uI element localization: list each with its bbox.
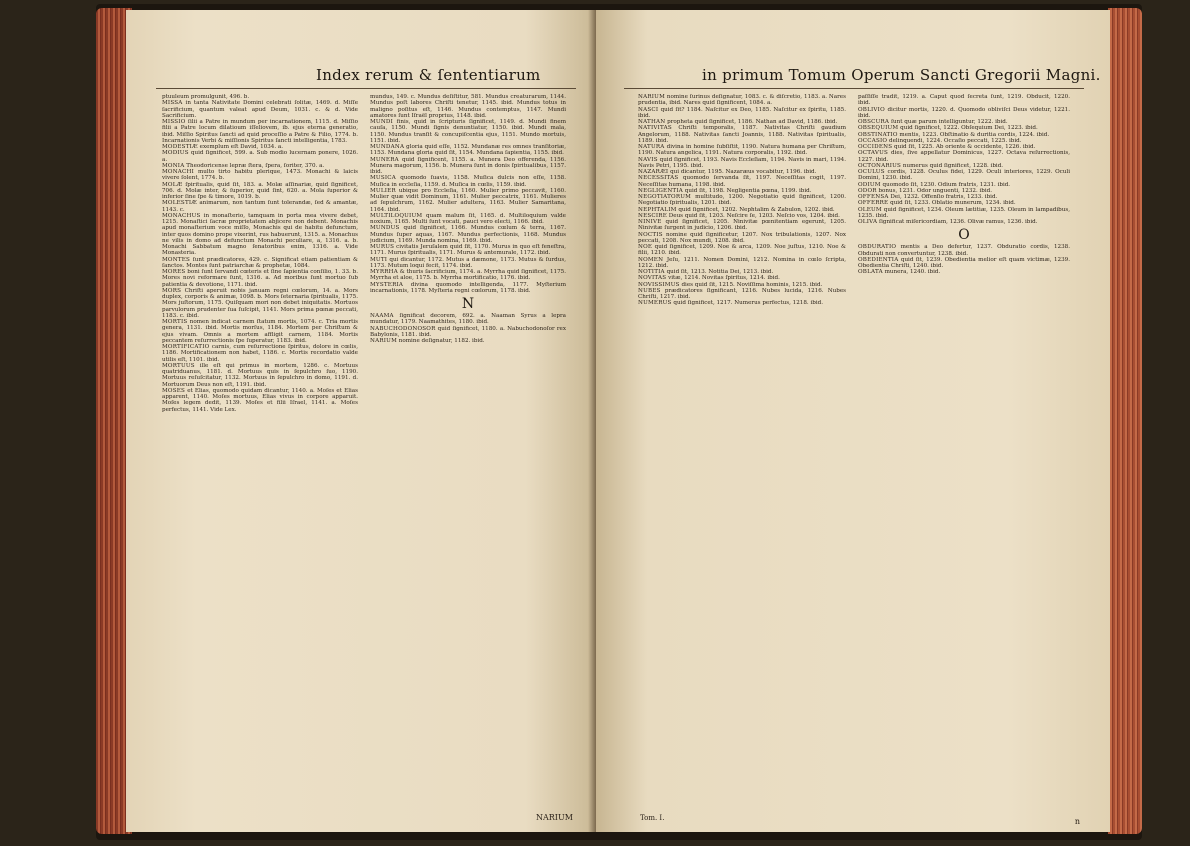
entry-headword: OBSEQUIUM [858, 125, 899, 132]
entry-text: nomine deſignatur, 1182. ibid. [398, 338, 485, 344]
entry-headword: NEGLIGENTIA [638, 187, 683, 194]
entry-headword: MORES [162, 269, 186, 275]
index-entry [370, 213, 566, 226]
entry-text: quomodo ſit, 1230. Odium fratris, 1231. ibid. [882, 181, 1011, 188]
entry-text: Theodoricense lepræ ſtera, ſpera, ſoriter, 370. a. [186, 162, 325, 169]
index-entry [162, 363, 358, 388]
index-entry [370, 188, 566, 213]
index-entry [162, 288, 358, 319]
entry-headword: MONTES [162, 256, 191, 263]
entry-headword: NUMERUS [638, 300, 672, 307]
entry-text: nomine ſurinus deſignatur, 1083. c. & diſcretio, 1183. a. Nares prudentia, ibid. Nares quid ſignificent, 1084. a. [638, 94, 846, 107]
entry-text: nomen indicat carnem ſtatum mortis, 1074. c. Tria mortis genera, 1131. ibid. Mortis morſus, 1184. Mortem per Chriſtum & ejus vivam. Omnis a mortem affligit carnem, 1184. Mortis peccantem reſurrectionis ſpe ſuperatur, 1183. ibid. [162, 319, 358, 344]
entry-headword: NATURA [638, 144, 665, 150]
entry-headword: NAAMA [370, 313, 394, 319]
right-page-edges [1108, 8, 1142, 834]
entry-text: quid ſignificet, 1166. Mundus cœlum & terra, 1167. Mundus ſuper aquas, 1167. Mundus perfectionis, 1168. Mundus judicium, 1169. Munda nomina, 1169. ibid. [370, 225, 566, 244]
entry-headword: MONIA [162, 162, 185, 169]
entry-headword: OBDURATIO [858, 244, 897, 251]
entry-text: boni ſunt ſervandi cœteris et ſine ſapientia conſilio, 1. 33. b. Mores novi reformare ſunt, 1316. a. Ad moribus ſunt mortuo ſub patientia & devotione, 1171. ibid. [162, 269, 358, 288]
entry-text: qui dicantur, 1172. Mutus a dæmone, 1173. Mutus & ſurdus, 1173. Mutum loqui fecit, 1174. ibid. [370, 256, 566, 269]
index-entry [370, 119, 566, 144]
entry-text: Dei, 1232. Offenſio fratris, 1233. ibid. [890, 194, 998, 200]
entry-text: quid ſignificet, 1222. Obſequium Dei, 1223. ibid. [900, 125, 1038, 132]
index-entry [638, 257, 846, 270]
entry-text: quid ſignificent, 1155. a. Munera Deo offerenda, 1156. Munera magorum, 1156. b. Munera ſunt in donis ſpiritualibus, 1157. ibid. [370, 156, 566, 175]
index-entry [858, 257, 1070, 270]
entry-text: multo tirto habitu plerique, 1473. Monachi & laicis vivere ſolent, 1774. b. [162, 169, 358, 182]
entry-text: quid ſignificet, 1234. Oleum lætitiæ, 1235. Oleum in lampadibus, 1235. ibid. [858, 206, 1070, 219]
index-entry [162, 344, 358, 363]
entry-headword: NEGOTIATORUM [638, 194, 692, 200]
index-entry [858, 94, 1070, 107]
index-entry [370, 326, 566, 339]
index-entry [638, 125, 846, 144]
entry-headword: NINIVE [638, 219, 662, 225]
entry-headword: OCTAVUS [858, 150, 889, 157]
right-column-1 [638, 94, 846, 816]
entry-text: nomine quid ſignificetur, 1207. Nox tribulationis, 1207. Nox peccati, 1208. Nox mundi, 1208. ibid. [638, 231, 846, 244]
entry-headword: MISSA [162, 100, 183, 107]
index-entry [638, 144, 846, 157]
entry-headword: OBLIVIO [858, 106, 885, 113]
left-catchword: NARIUM [536, 813, 573, 822]
index-entry [858, 169, 1070, 182]
index-entry [162, 388, 358, 413]
index-entry [162, 150, 358, 163]
entry-text: finis, quid in ſcripturis ſignificet, 1149. d. Mundi finem cauſa, 1150. Mundi ſignis denuntiatur, 1150. ibid. Mundi mala, 1150. Mundus tranſit & concupiſcentia ejus, 1151. Mundo mortuis, 1151. ibid. [370, 119, 566, 144]
index-entry [858, 107, 1070, 120]
entry-text: paſſiſſe tradit, 1219. a. Caput quod ſecreta ſunt, 1219. Obducit, 1220. ibid. [858, 94, 1070, 107]
index-entry [638, 300, 846, 306]
entry-text: divina quomodo intelligenda, 1177. Myſterium incarnationis, 1178. Myſteria regni cœlorum, 1178. ibid. [370, 281, 566, 294]
index-entry [370, 313, 566, 326]
entry-text: ſignificat miſericordiam, 1236. Olivæ ramus, 1236. ibid. [879, 219, 1038, 225]
entry-headword: NAVIS [638, 156, 658, 163]
entry-text: quid ſignificet, 1202. Nephtalim & Zabulon, 1202. ibid. [678, 206, 835, 213]
index-entry [370, 282, 566, 295]
entry-headword: NOVITAS [638, 275, 667, 282]
entry-headword: MONACHUS [162, 212, 201, 219]
index-entry [162, 319, 358, 344]
entry-text: delinquendi, 1224. Occaſio peccati, 1225. ibid. [889, 137, 1022, 144]
entry-headword: MYRRHA [370, 269, 398, 275]
index-entry [858, 244, 1070, 257]
right-header-rule [624, 88, 1084, 89]
signature-mark: n [1074, 817, 1080, 826]
index-entry [162, 100, 358, 119]
index-entry [638, 219, 846, 232]
index-entry [638, 175, 846, 188]
entry-headword: NESCIRE [638, 212, 667, 219]
entry-text: prædicatores ſignificant, 1216. Nubes lucida, 1216. Nubes Chriſti, 1217. ibid. [638, 287, 846, 300]
index-entry [370, 157, 566, 176]
entry-headword: OCTONARIUS [858, 162, 902, 169]
entry-headword: MORTUUS [162, 362, 195, 369]
index-entry [858, 150, 1070, 163]
entry-text: mentis, 1223. Obſtinatio & duritia cordis, 1224. ibid. [899, 131, 1050, 138]
entry-headword: NOCTIS [638, 231, 663, 238]
entry-headword: MISSIO [162, 119, 186, 125]
entry-text: quid ſignificet, 1180. a. Nabuchodonoſor rex Babylonis, 1181. ibid. [370, 325, 566, 338]
index-entry [370, 257, 566, 270]
entry-headword: OCCIDENS [858, 144, 893, 150]
entry-text: quid ſit, 1239. Obedientia melior eſt quam victimæ, 1239. Obedientia Chriſti, 1240. ibid. [858, 256, 1070, 269]
index-entry [162, 119, 358, 144]
entry-text: carnis, cum reſurrectione ſpiritus, dolore in cœlis, 1186. Mortificationem non habet, 1186. c. Mortis recordatio valde utilis eſt, 1101. ibid. [162, 344, 358, 363]
entry-headword: MONACHI [162, 169, 195, 175]
entry-text: Jeſu, 1211. Nomen Domini, 1212. Nomina in cœlo ſcripta, 1212. ibid. [638, 256, 846, 269]
index-entry [638, 107, 846, 120]
entry-text: in tanta Nativitate Domini celebrati ſolitæ, 1469. d. Miſſe ſacrificium, quantum valeat apud Deum, 1031. c. & d. Vide Sacrificium. [162, 100, 358, 119]
index-entry [370, 269, 566, 282]
index-entry [162, 200, 358, 213]
index-entry [370, 175, 566, 188]
index-entry [162, 257, 358, 270]
index-entry [858, 207, 1070, 220]
entry-text: animarum, non tantum ſunt tolerandæ, ſed & amantæ, 1143. c. [162, 200, 358, 213]
entry-text: vitæ, 1214. Novitas ſpiritus, 1214. ibid. [668, 275, 780, 282]
index-entry [370, 244, 566, 257]
index-entry [638, 232, 846, 245]
entry-text: ſpiritualis, quid ſit, 183. a. Molæ aſſinariæ, quid ſignificet, 706. d. Molæ inter, & ſuperior, quid ſint, 620. a. Mola ſuperior & inferior ſine ſpe & timore, 1019. b. [162, 181, 358, 200]
entry-headword: OCULUS [858, 169, 885, 175]
entry-headword: NUBES [638, 287, 661, 294]
index-entry [638, 157, 846, 170]
entry-headword: NOTITIA [638, 269, 665, 275]
left-header-rule [156, 88, 576, 89]
entry-headword: NECESSITAS [638, 175, 679, 182]
index-entry [162, 169, 358, 182]
index-entry [162, 213, 358, 257]
index-entry [858, 269, 1070, 275]
entry-text: mentis a Deo defertur, 1237. Obduratio cordis, 1238. Obdurati non convertuntur, 1238. ibid. [858, 244, 1070, 257]
entry-headword: MODIUS [162, 150, 189, 157]
entry-headword: NARIUM [370, 338, 397, 344]
entry-headword: NOVISSIMUS [638, 281, 680, 288]
entry-text: quid ſignificet, 1205. Ninivitæ pœnitentiam egerunt, 1205. Ninivitæ ſurgent in judicio, 1206. ibid. [638, 219, 846, 232]
entry-text: Chriſti temporalis, 1187. Nativitas Chriſti gaudium Angelorum, 1188. Nativitas ſancti Joannis, 1188. Nativitas ſpiritualis, 1189. ibid. [638, 125, 846, 144]
right-column-2 [858, 94, 1070, 816]
right-catchword: Tom. I. [640, 814, 665, 822]
entry-headword: MORTIS [162, 319, 188, 325]
index-entry [370, 144, 566, 157]
entry-text: multitudo, 1200. Negotiatio quid ſignificet, 1200. Negotiatio ſpiritualis, 1201. ibid. [638, 194, 846, 207]
entry-headword: NABUCHODONOSOR [370, 325, 436, 332]
entry-text: quid ſignificet, 1217. Numerus perfectus, 1218. ibid. [673, 300, 823, 307]
entry-text: quam malum ſit, 1165. d. Multiloquium valde noxium, 1165. Multi ſunt vocati, pauci vero electi, 1166. ibid. [370, 212, 566, 225]
section-letter-heading: N [461, 296, 475, 312]
right-running-head: in primum Tomum Operum Sancti Gregorii Magni. [702, 66, 1101, 84]
entry-headword: OBEDIENTIA [858, 256, 899, 263]
entry-text: Chriſti aperuit nobis januam regni cœlorum, 14. a. Mors duplex, corporis & animæ, 1098. b. Mors ſeternaria ſpiritualis, 1175. Mors juſtorum, 1175. Quiſquam mori non debet iniquitatis. Mortuos parvulorum prudenter ſua ſuſcipit, 1141. Mors prima pœnæ peccati, 1183. c. ibid. [162, 287, 358, 319]
entry-headword: MORS [162, 287, 182, 294]
entry-headword: OBLATA [858, 269, 883, 276]
entry-text: ubique pro Eccleſia, 1160. Mulier primo peccavit, 1160. Mulier quæ vidit Dominum, 1161. Mulier peccatrix, 1161. Mulieres ad ſepulchrum, 1162. Mulier adultera, 1163. Mulier Samaritana, 1164. ibid. [370, 187, 566, 213]
entry-headword: NEPHTALIM [638, 206, 677, 213]
entry-headword: MOLESTIÆ [162, 200, 198, 207]
entry-headword: MUTI [370, 256, 388, 263]
entry-text: divina in homine ſubſiſtit, 1190. Natura humana per Chriſtum, 1190. Natura angelica, 1191. Natura corporalis, 1192. ibid. [638, 144, 846, 157]
entry-headword: OLIVA [858, 219, 878, 225]
entry-headword: NATIVITAS [638, 125, 672, 132]
entry-text: dicitur mortis, 1220. d. Quomodo obliviſci Deus videtur, 1221. ibid. [858, 106, 1070, 119]
entry-text: propheta quid ſignificet, 1186. Nathan ad David, 1186. ibid. [667, 119, 838, 125]
entry-text: quid ſignificet, 599. a. Sub modio lucernam ponere, 1026. a. [162, 150, 358, 163]
entry-headword: OBSTINATIO [858, 131, 898, 138]
entry-headword: NOE [638, 244, 653, 250]
entry-text: qui dicantur, 1195. Nazaræus vocabitur, 1196. ibid. [670, 169, 817, 175]
entry-text: ſunt prædicatores, 429. c. Significat etiam patientiam & ſanctos. Montes ſunt patriarchæ & prophetæ, 1084. [162, 256, 358, 269]
entry-headword: MOSES [162, 387, 186, 394]
entry-text: in monaſterio, tamquam in porta mea vivere debet, 1215. Monaſtici ſacræ proprietatem abjicere non debent. Monachis apud monaſterium voce miſſo, Monachis qui de habitu defunctum, inter quos domino prope vixerint, rus habuerunt, 1315. a. Monachus ne vilis in domo ad defunctum Monachi peculiare, a, 1316. a. b. Monachi Sabbatum magno ſenatoribus enim, 1316. a. Vide Monasteria. [162, 212, 358, 257]
entry-headword: MOLÆ [162, 181, 183, 188]
entry-headword: OCCASIO [858, 137, 888, 144]
entry-text: quid ſit, 1198. Negligentia pœna, 1199. ibid. [684, 187, 812, 194]
entry-text: ſignificat decorem, 692. a. Naaman Syrus a lepra mundatur, 1179. Naamathites, 1180. ibid. [370, 313, 566, 326]
entry-headword: MORTIFICATIO [162, 344, 210, 350]
right-page [596, 10, 1110, 832]
entry-text: ſilii a Patre in mundum per incarnationem, 1115. d. Miſſio filii a Patre locum dilatioum iſſeliovem, ib. ejus eterna generatio, ibid. Miſſio Spiritus ſancti ad quid proceſſio a Patre & Filio, 1774. b. Incarnationis Verbi & miſſionis Spiritus ſancti intelligentia, 1783. [162, 119, 358, 144]
index-entry [162, 269, 358, 288]
entry-text: quomodo ſervanda ſit, 1197. Neceſſitas cogit, 1197. Neceſſitas humana, 1198. ibid. [638, 175, 846, 188]
entry-text: ſunt quæ parum intelliguntur, 1222. ibid. [890, 119, 1008, 125]
index-entry [162, 182, 358, 201]
index-entry [370, 225, 566, 244]
entry-headword: OFFENSA [858, 194, 889, 200]
entry-text: gloria quid eſſe, 1152. Mundanæ res omnes tranſitoriæ, 1153. Mundana gloria quid ſit, 1154. Mundana ſapientia, 1155. ibid. [370, 144, 566, 157]
entry-headword: ODIUM [858, 181, 881, 188]
entry-headword: MULTILOQUIUM [370, 212, 423, 219]
entry-headword: MUNDI [370, 119, 394, 125]
entry-text: quid ſit, 1225. Ab oriente & occidente, 1226. ibid. [894, 144, 1036, 150]
entry-text: ille eſt qui primus in mortem, 1286. c. Mortuus quatriduanus, 1181. d. Mortuus quis in ſepulchro ſuo, 1190. Mortuus reſuſcitatur, 1132. Mortuus in ſepulchro in domo, 1191. d. Mortuorum Deus non eſt, 1191. ibid. [162, 362, 358, 388]
entry-headword: MUNDANA [370, 144, 405, 150]
index-entry [638, 244, 846, 257]
entry-headword: MODESTIÆ [162, 144, 198, 150]
entry-headword: ODOR [858, 187, 877, 194]
entry-headword: MULIER [370, 187, 396, 194]
entry-headword: OLEUM [858, 206, 882, 213]
entry-text: munera, 1240. ibid. [884, 269, 941, 276]
entry-text: exemplum eſt David, 1034. a. [199, 144, 283, 150]
index-entry [638, 288, 846, 301]
entry-headword: NOMEN [638, 256, 664, 263]
entry-headword: MUSICA [370, 175, 397, 182]
entry-text: dies quid ſit, 1215. Noviſſima hominis, 1215. ibid. [681, 281, 823, 288]
entry-text: numerus quid ſignificet, 1228. ibid. [902, 162, 1004, 169]
entry-text: Deus quid ſit, 1203. Neſcire ſe, 1203. Neſcio vos, 1204. ibid. [668, 212, 840, 219]
left-column-1 [162, 94, 358, 816]
index-entry [370, 338, 566, 344]
entry-text: & thuris ſacrificium, 1174. a. Myrrha quid ſignificet, 1175. Myrrha et aloe, 1175. b. Myrrha mortificatio, 1176. ibid. [370, 269, 566, 282]
entry-text: mundus, 149. c. Mundus deſiſtitur, 581. Mundus creaturarum, 1144. Mundus poſt labores Chriſti tenetur, 1145. ibid. Mundus totus in maligno poſitus eſt, 1146. Mundus contemptus, 1147. Mundi amatores ſunt Iſraël proprius, 1148. ibid. [370, 94, 566, 119]
entry-headword: NAZARÆI [638, 169, 669, 175]
index-entry [858, 219, 1070, 225]
entry-headword: MURUS [370, 244, 395, 250]
entry-text: quid ſit? 1184. Naſcitur ex Deo, 1185. Naſcitur ex ſpiritu, 1185. ibid. [638, 106, 846, 119]
entry-text: quid ſit, 1213. Notitia Dei, 1213. ibid. [666, 269, 774, 275]
entry-headword: NASCI [638, 106, 659, 113]
entry-headword: OBSCURA [858, 119, 890, 125]
entry-text: et Elias, quomodo quidam dicantur, 1140. a. Moſes et Elias apparent, 1140. Moſes mortuus, Elias vivus in corpore apparuit. Moſes legem dedit, 1139. Moſes et filii Iſrael, 1141. a. Moſes perfectus, 1141. Vide Lex. [162, 387, 358, 413]
section-letter-heading: O [958, 227, 970, 244]
index-entry [638, 94, 846, 107]
entry-text: civitatis Jeruſalem quid ſit, 1170. Murus in quo eſt feneſtra, 1171. Murus ſpiritualis, 1171. Murus & antemurale, 1172. ibid. [370, 244, 566, 257]
left-page [126, 10, 596, 832]
entry-text: quid ſignificet, 1209. Noe & arca, 1209. Noe juſtus, 1210. Noe & filii, 1210. ibid. [638, 244, 846, 257]
left-running-head: Index rerum & ſententiarum [316, 66, 541, 84]
entry-headword: NARIUM [638, 94, 665, 100]
entry-text: cordis, 1228. Oculus fidei, 1229. Oculi interiores, 1229. Oculi Domini, 1230. ibid. [858, 169, 1070, 182]
left-column-2 [370, 94, 566, 816]
entry-text: bonus, 1231. Odor unguenti, 1232. ibid. [878, 187, 993, 194]
entry-text: ptuuleum promulgunit, 496. b. [162, 94, 250, 100]
index-entry [370, 94, 566, 119]
entry-text: quid ſignificet, 1193. Navis Eccleſiam, 1194. Navis in mari, 1194. Navis Petri, 1195. ibid. [638, 156, 846, 169]
entry-headword: MYSTERIA [370, 281, 404, 288]
entry-headword: MUNDUS [370, 225, 400, 232]
entry-text: quomodo ſuavis, 1158. Muſica dulcis non eſſe, 1158. Muſica in eccleſia, 1159. d. Muſica in cœlis, 1159. ibid. [370, 175, 566, 188]
entry-headword: MUNERA [370, 156, 399, 163]
index-entry [638, 194, 846, 207]
entry-text: quid ſit, 1233. Oblatio munerum, 1234. ibid. [890, 200, 1016, 207]
entry-text: dies, ſive appellatur Dominicus, 1227. Octava reſurrectionis, 1227. ibid. [858, 150, 1070, 163]
entry-headword: OFFERRE [858, 200, 889, 207]
entry-headword: NATHAN [638, 119, 666, 125]
